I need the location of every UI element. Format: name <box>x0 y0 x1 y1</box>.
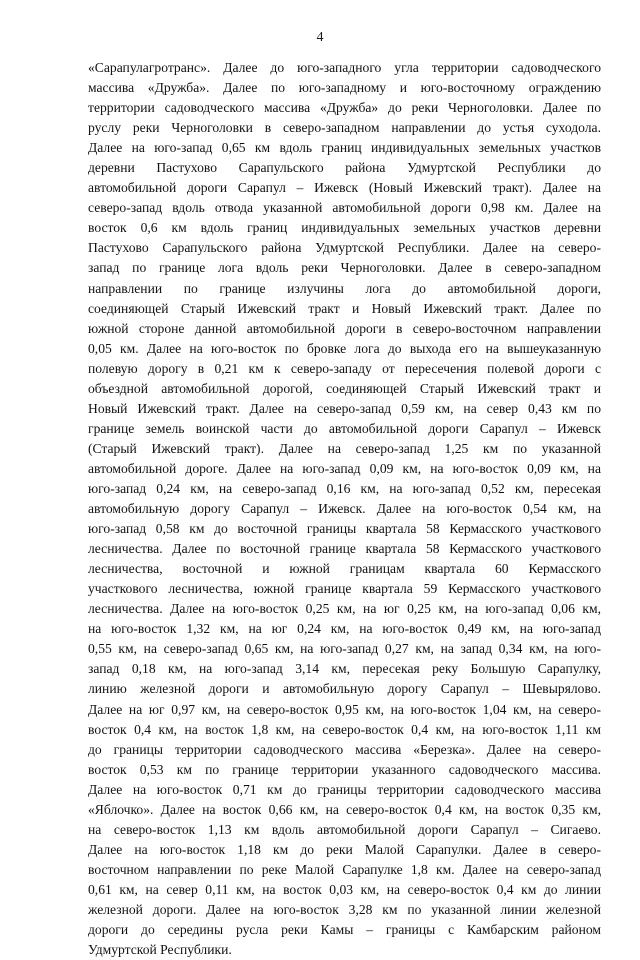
text-line: восток 0,53 км по границе территории указанного садоводческого массива. <box>88 761 601 777</box>
text-line: 0,55 км, на северо-запад 0,65 км, на юго-запад 0,27 км, на запад 0,34 км, на юго- <box>88 641 601 657</box>
text-line: Пастухово Сарапульского района Удмуртской Республики. Далее на северо- <box>88 240 601 256</box>
text-line: на юго-восток 1,32 км, на юг 0,24 км, на юго-восток 0,49 км, на юго-запад <box>88 621 601 637</box>
text-line: лесничества. Далее на юго-восток 0,25 км, на юг 0,25 км, на юго-запад 0,06 км, <box>88 601 601 617</box>
text-line: (Старый Ижевский тракт). Далее на северо-запад 1,25 км по указанной <box>88 440 601 456</box>
text-line: лесничества, восточной и южной границам квартала 60 Кермасского <box>88 561 601 577</box>
text-line: северо-запад вдоль отвода указанной автомобильной дороги 0,98 км. Далее на <box>88 200 601 216</box>
text-line: участкового лесничества, южной границе квартала 59 Кермасского участкового <box>88 581 601 597</box>
text-line: запад 0,18 км, на юго-запад 3,14 км, пересекая реку Большую Сарапулку, <box>88 661 601 677</box>
text-line: Далее на юг 0,97 км, на северо-восток 0,95 км, на юго-восток 1,04 км, на северо- <box>88 701 601 717</box>
text-line: до границы территории садоводческого массива «Березка». Далее на северо- <box>88 741 601 757</box>
page-number: 4 <box>316 30 324 45</box>
text-line: южной стороне данной автомобильной дороги в северо-восточном направлении <box>88 320 601 336</box>
text-line: «Яблочко». Далее на восток 0,66 км, на северо-восток 0,4 км, на восток 0,35 км, <box>88 801 601 817</box>
text-line: линию железной дороги и автомобильную дорогу Сарапул – Шевырялово. <box>88 681 601 697</box>
body-text <box>88 58 601 960</box>
text-line: объездной автомобильной дорогой, соединяющей Старый Ижевский тракт и <box>88 380 601 396</box>
text-line: на северо-восток 1,13 км вдоль автомобильной дороги Сарапул – Сигаево. <box>88 821 601 837</box>
text-line: полевую дорогу в 0,21 км к северо-западу от пересечения полевой дороги с <box>88 360 601 376</box>
text-line: восток 0,4 км, на восток 1,8 км, на северо-восток 0,4 км, на юго-восток 1,11 км <box>88 721 601 737</box>
text-line: Далее на юго-запад 0,65 км вдоль границ индивидуальных земельных участков <box>88 140 601 156</box>
text-line: границе земель воинской части до автомобильной дороги Сарапул – Ижевск <box>88 420 601 436</box>
text-line: деревни Пастухово Сарапульского района Удмуртской Республики до <box>88 160 601 176</box>
text-line: массива «Дружба». Далее по юго-западному и юго-восточному ограждению <box>88 80 601 96</box>
text-line: Далее на юго-восток 0,71 км до границы территории садоводческого массива <box>88 781 601 797</box>
text-line: юго-запад 0,58 км до восточной границы квартала 58 Кермасского участкового <box>88 521 601 537</box>
text-line: территории садоводческого массива «Дружба» до реки Черноголовки. Далее по <box>88 100 601 116</box>
text-line: лесничества. Далее по восточной границе квартала 58 Кермасского участкового <box>88 541 601 557</box>
text-line: запад по границе лога вдоль реки Черноголовки. Далее в северо-западном <box>88 260 601 276</box>
text-line: «Сарапулагротранс». Далее до юго-западного угла территории садоводческого <box>88 60 601 75</box>
text-line: железной дороги. Далее на юго-восток 3,28 км по указанной линии железной <box>88 901 601 917</box>
text-line: Далее на юго-восток 1,18 км до реки Малой Сарапулки. Далее в северо- <box>88 841 601 857</box>
text-line: дороги до середины русла реки Камы – границы с Камбарским районом <box>88 922 601 938</box>
text-line: руслу реки Черноголовки в северо-западном направлении до устья суходола. <box>88 120 601 136</box>
text-line: юго-запад 0,24 км, на северо-запад 0,16 км, на юго-запад 0,52 км, пересекая <box>88 480 601 496</box>
text-line: автомобильной дороге. Далее на юго-запад 0,09 км, на юго-восток 0,09 км, на <box>88 460 601 476</box>
text-line: 0,05 км. Далее на юго-восток по бровке лога до выхода его на вышеуказанную <box>88 340 601 356</box>
text-line: Новый Ижевский тракт. Далее на северо-запад 0,59 км, на север 0,43 км по <box>88 400 601 416</box>
text-line: направлении по границе излучины лога до автомобильной дороги, <box>88 280 601 296</box>
text-line: автомобильную дорогу Сарапул – Ижевск. Далее на юго-восток 0,54 км, на <box>88 501 601 517</box>
text-line: восточном направлении по реке Малой Сарапулке 1,8 км. Далее на северо-запад <box>88 861 601 877</box>
text-line: 0,61 км, на север 0,11 км, на восток 0,03 км, на северо-восток 0,4 км до линии <box>88 881 601 897</box>
text-line: автомобильной дороги Сарапул – Ижевск (Новый Ижевский тракт). Далее на <box>88 180 601 196</box>
text-line: восток 0,6 км вдоль границ индивидуальных земельных участков деревни <box>88 220 601 236</box>
text-line: соединяющей Старый Ижевский тракт и Новый Ижевский тракт. Далее по <box>88 300 601 316</box>
text-line-last: Удмуртской Республики. <box>88 942 232 958</box>
